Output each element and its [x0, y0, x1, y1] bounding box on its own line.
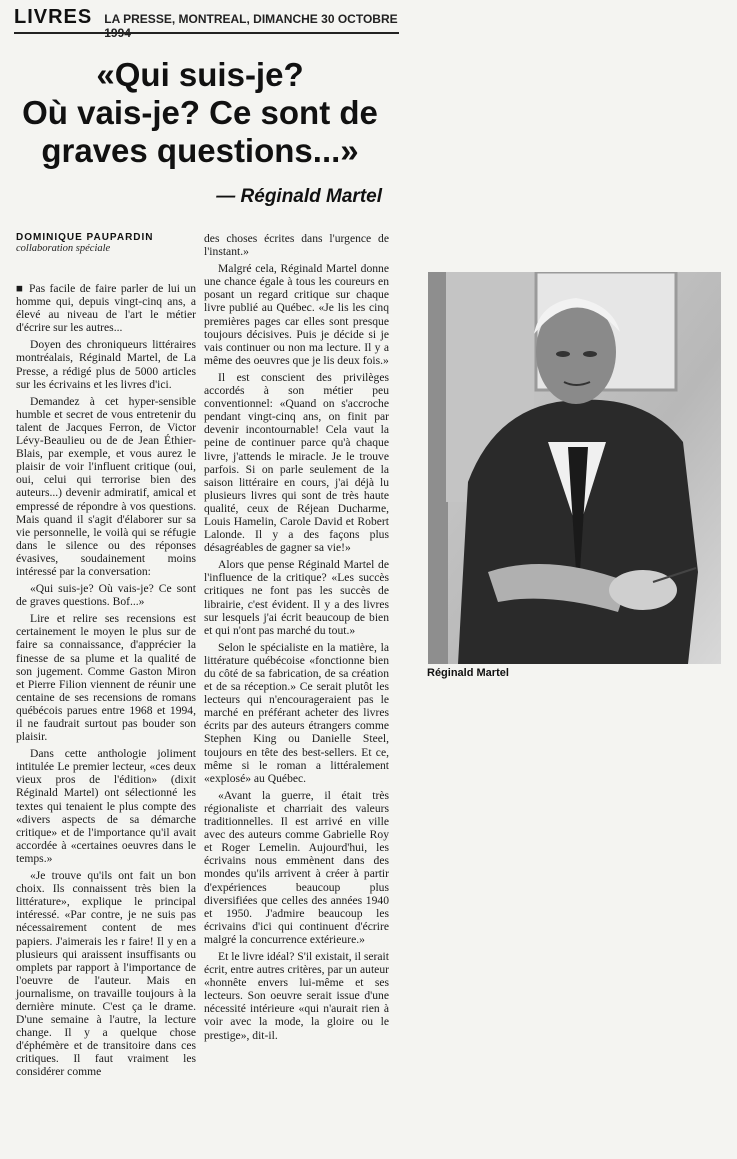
byline-author: DOMINIQUE PAUPARDIN [16, 232, 154, 243]
headline-attribution: — Réginald Martel [216, 186, 382, 207]
paragraph: Demandez à cet hyper-sensible humble et secret de vous entretenir du talent de Jacques Ferron, de Victor Lévy-Beaulieu ou de de Jean Éthier-Blais, par exemple, et vous aurez le plaisir de voir l'influent critique (oui, oui, celui qui terrorise bien des auteurs...) devenir admiratif, amical et empressé de répondre à vos questions. Mais quand il s'agit d'élaborer sur sa vie personnelle, le voilà qui se réfugie dans le silence ou des réponses évasives, soudainement moins intéressé par la conversation: [16, 394, 196, 578]
paragraph: Selon le spécialiste en la matière, la littérature québécoise «fonctionne bien du côté de sa fabrication, de sa création et de sa réception.» Ce serait plutôt les lecteurs qui n'encourageraient pas le marché en préférant acheter des livres écrits par des auteurs étrangers comme Stephen King ou Danielle Steel, toujours en tête des best-sellers. Et ce, même si le roman a littéralement «explosé» au Québec. [204, 640, 389, 785]
paragraph: Lire et relire ses recensions est certainement le moyen le plus sur de faire sa connaissance, d'apprécier la finesse de sa plume et la qualité de son jugement. Comme Gaston Miron et Pierre Filion viennent de réunir une centaine de ses recensions de romans québécois parues entre 1968 et 1994, il ne faudrait surtout pas bouder son plaisir. [16, 612, 196, 744]
paragraph: Malgré cela, Réginald Martel donne une chance égale à tous les coureurs en posant un regard critique sur chaque livre publié au Québec. «Je lis les cinq premières pages car elles sont presque toujours décisives. Puis je décide si je vais continuer ou non ma lecture. Il y a même des oeuvres que je lis deux fois.» [204, 262, 389, 367]
byline-role: collaboration spéciale [16, 243, 111, 254]
paragraph: Alors que pense Réginald Martel de l'influence de la critique? «Les succès critiques ne font pas les succès de librairie, c'est évident. Il y a des livres sur lesquels j'ai écrit beaucoup de bien et qui n'ont pas marché du tout.» [204, 558, 389, 637]
paragraph: ■ Pas facile de faire parler de lui un homme qui, depuis vingt-cinq ans, a élevé au niveau de l'art le métier d'écrire sur les autres... [16, 282, 196, 335]
headline: «Qui suis-je? Où vais-je? Ce sont de graves questions...» [22, 56, 378, 169]
paragraph: «Avant la guerre, il était très régionaliste et charriait des valeurs traditionnelles. Il est arrivé en ville avec des auteurs comme Gabrielle Roy et Roger Lemelin. Aujourd'hui, les écrivains nous emmènent dans des mondes qu'ils arrivent à créer à partir d'expériences beaucoup plus diversifiées que celles des années 1940 et 1950. J'admire beaucoup les écrivains d'ici qui continuent d'écrire malgré la concurrence extérieure.» [204, 788, 389, 946]
byline [16, 232, 201, 254]
article-column-2 [204, 232, 389, 1046]
page-header [14, 6, 399, 40]
section-title: LIVRES [14, 6, 93, 28]
paragraph: Il est conscient des privilèges accordés à son métier peu conventionnel: «Quand on s'accroche pendant vingt-cinq ans, on finit par devenir incontournable! Cela vaut la peine de continuer parce qu'à chaque livre, j'attends le miracle. Je le trouve parfois. Si on parle seulement de la saison littéraire en cours, j'ai déjà lu plusieurs livres qui sont de très haute qualité, ceux de Réjean Ducharme, Louis Hamelin, Carole David et Robert Lalonde. Il y a des façons plus désagréables de gagner sa vie!» [204, 370, 389, 555]
article-column-1 [16, 282, 196, 1083]
paragraph: «Qui suis-je? Où vais-je? Ce sont de graves questions. Bof...» [16, 582, 196, 609]
paragraph: Dans cette anthologie joliment intitulée Le premier lecteur, «ces deux vieux pros de l'édition» (dixit Réginald Martel) ont sélectionné les textes qui tenaient le plus compte des «divers aspects de sa démarche critique» et de l'importance qu'il avait accordée à «certaines oeuvres dans le temps.» [16, 747, 196, 865]
dateline: LA PRESSE, MONTREAL, DIMANCHE 30 OCTOBRE 1994 [104, 12, 398, 40]
portrait-photo [428, 272, 721, 664]
paragraph: Et le livre idéal? S'il existait, il serait écrit, entre autres critères, par un auteur «honnête envers lui-même et ses lecteurs. Son oeuvre serait issue d'une nécessité intérieure «qui n'aurait rien à voir avec la mode, la gloire ou le prestige», dit-il. [204, 949, 389, 1042]
paragraph: Doyen des chroniqueurs littéraires montréalais, Réginald Martel, de La Presse, a rédigé plus de 5000 articles sur les écrivains et les livres d'ici. [16, 338, 196, 391]
paragraph: «Je trouve qu'ils ont fait un bon choix. Ils connaissent très bien la littérature», explique le principal intéressé. «Par contre, je ne suis pas nécessairement content de mes papiers. J'aimerais les r faire! Il y en a plusieurs qui araissent insuffisants ou omplets par rapport à l'importance de l'oeuvre de l'auteur. Mais en journalisme, on travaille toujours à la dernière minute. C'est ça le drame. D'une semaine à l'autre, la lecture change. Il y a quelque chose d'éphémère et de transitoire dans ces critiques. Il faut vraiment les considérer comme [16, 869, 196, 1079]
portrait-illustration [428, 272, 721, 664]
paragraph: des choses écrites dans l'urgence de l'instant.» [204, 232, 389, 259]
photo-caption: Réginald Martel [427, 667, 509, 679]
